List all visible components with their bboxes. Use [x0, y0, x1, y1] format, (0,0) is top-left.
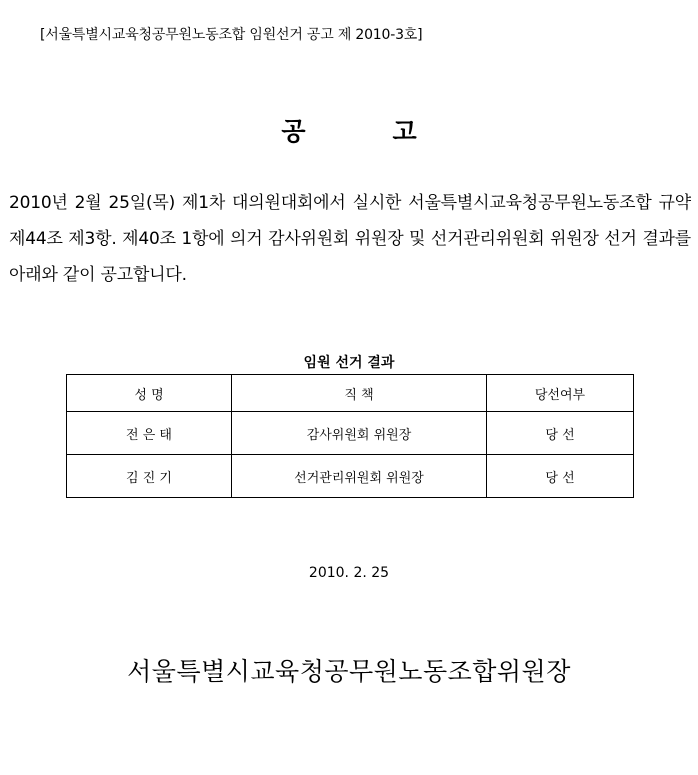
- notice-body: 2010년 2월 25일(목) 제1차 대의원대회에서 실시한 서울특별시교육청공무원노동조합 규약 제44조 제3항. 제40조 1항에 의거 감사위원회 위원장 및 선거관리위원회 위원장 선거 결과를 아래와 같이 공고합니다.: [9, 193, 691, 285]
- cell-result: 당 선: [487, 455, 634, 498]
- notice-header: [서울특별시교육청공무원노동조합 임원선거 공고 제 2010-3호]: [40, 27, 423, 43]
- cell-result: 당 선: [487, 412, 634, 455]
- notice-title: 공 고: [281, 117, 417, 146]
- cell-name: 전 은 태: [67, 412, 232, 455]
- cell-role: 감사위원회 위원장: [232, 412, 487, 455]
- column-header-role: 직 책: [232, 375, 487, 412]
- cell-role: 선거관리위원회 위원장: [232, 455, 487, 498]
- election-result-table: [66, 374, 634, 498]
- notice-date: 2010. 2. 25: [308, 565, 390, 581]
- signature: 서울특별시교육청공무원노동조합위원장: [127, 657, 571, 686]
- column-header-result: 당선여부: [487, 375, 634, 412]
- table-caption: 임원 선거 결과: [303, 355, 395, 371]
- table-row: [67, 412, 634, 455]
- table-header-row: [67, 375, 634, 412]
- column-header-name: 성 명: [67, 375, 232, 412]
- cell-name: 김 진 기: [67, 455, 232, 498]
- table-row: [67, 455, 634, 498]
